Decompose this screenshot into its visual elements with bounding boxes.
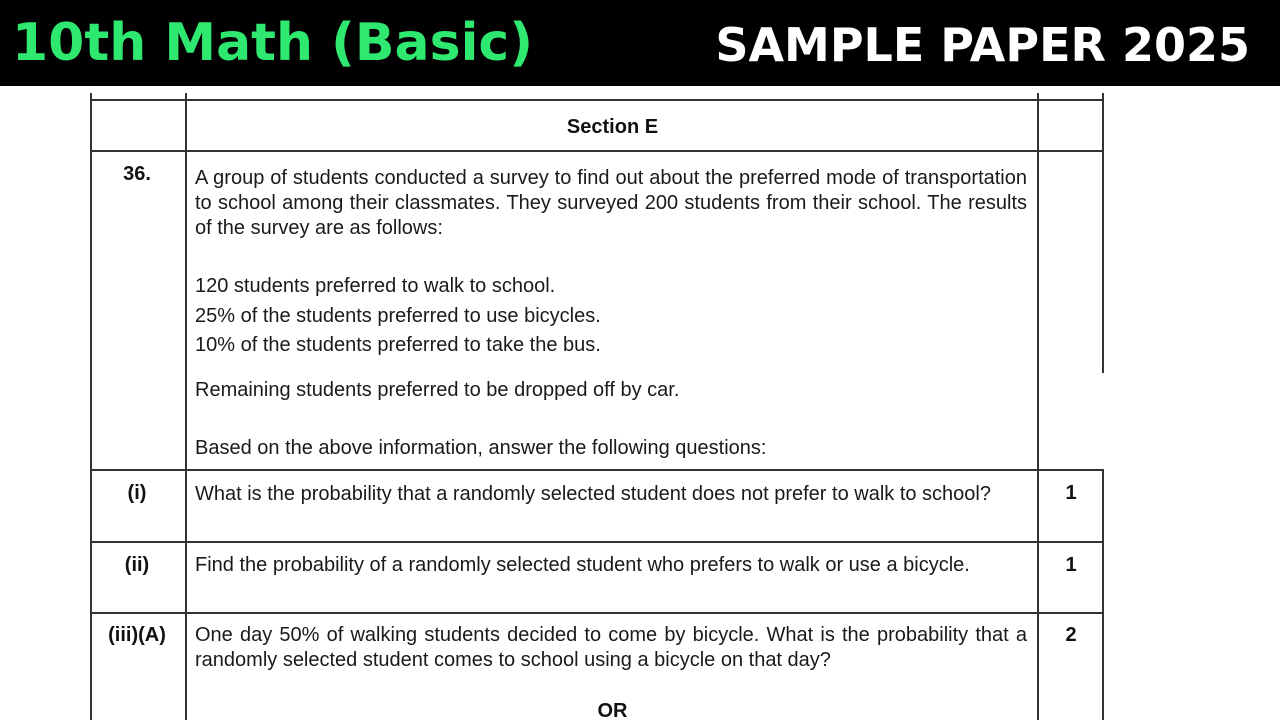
question-remaining-car: Remaining students preferred to be dropped off by car. xyxy=(195,379,680,401)
banner-paper-title: SAMPLE PAPER 2025 xyxy=(715,18,1250,72)
question-instruction: Based on the above information, answer the following questions: xyxy=(195,437,767,459)
table-divider-number xyxy=(185,93,187,720)
subquestion-label: (ii) xyxy=(124,554,150,576)
case-row-border xyxy=(90,469,1104,471)
banner-subject-title: 10th Math (Basic) xyxy=(12,13,534,73)
question-number: 36. xyxy=(123,163,151,185)
section-heading: Section E xyxy=(566,116,659,138)
subquestion-text: Find the probability of a randomly selected student who prefers to walk or use a bicycle. xyxy=(195,554,970,576)
subquestion-marks: 1 xyxy=(1065,482,1077,504)
question-fact-bus: 10% of the students preferred to take the bus. xyxy=(195,334,601,356)
question-fact-bicycle: 25% of the students preferred to use bicycles. xyxy=(195,305,601,327)
subquestion-marks: 1 xyxy=(1065,554,1077,576)
subquestion-text: What is the probability that a randomly selected student does not prefer to walk to school? xyxy=(195,483,991,505)
subquestion-marks: 2 xyxy=(1065,624,1077,646)
table-border-right-upper xyxy=(1102,93,1104,373)
section-row-border xyxy=(90,150,1104,152)
subquestion-1-border xyxy=(90,541,1104,543)
table-divider-marks xyxy=(1037,93,1039,720)
question-fact-walk: 120 students preferred to walk to school. xyxy=(195,275,556,297)
table-top-border xyxy=(90,99,1104,101)
question-intro: A group of students conducted a survey to find out about the preferred mode of transportation to school among their classmates. They surveyed 200 students from their school. The results of the survey are as follows: xyxy=(195,167,1027,239)
or-separator: OR xyxy=(597,700,628,722)
title-banner xyxy=(0,0,1280,86)
subquestion-label: (iii)(A) xyxy=(108,624,166,646)
table-border-right-lower xyxy=(1102,470,1104,720)
subquestion-2-border xyxy=(90,612,1104,614)
subquestion-text: One day 50% of walking students decided to come by bicycle. What is the probability that a randomly selected student comes to school using a bicycle on that day? xyxy=(195,624,1027,671)
subquestion-label: (i) xyxy=(127,482,147,504)
